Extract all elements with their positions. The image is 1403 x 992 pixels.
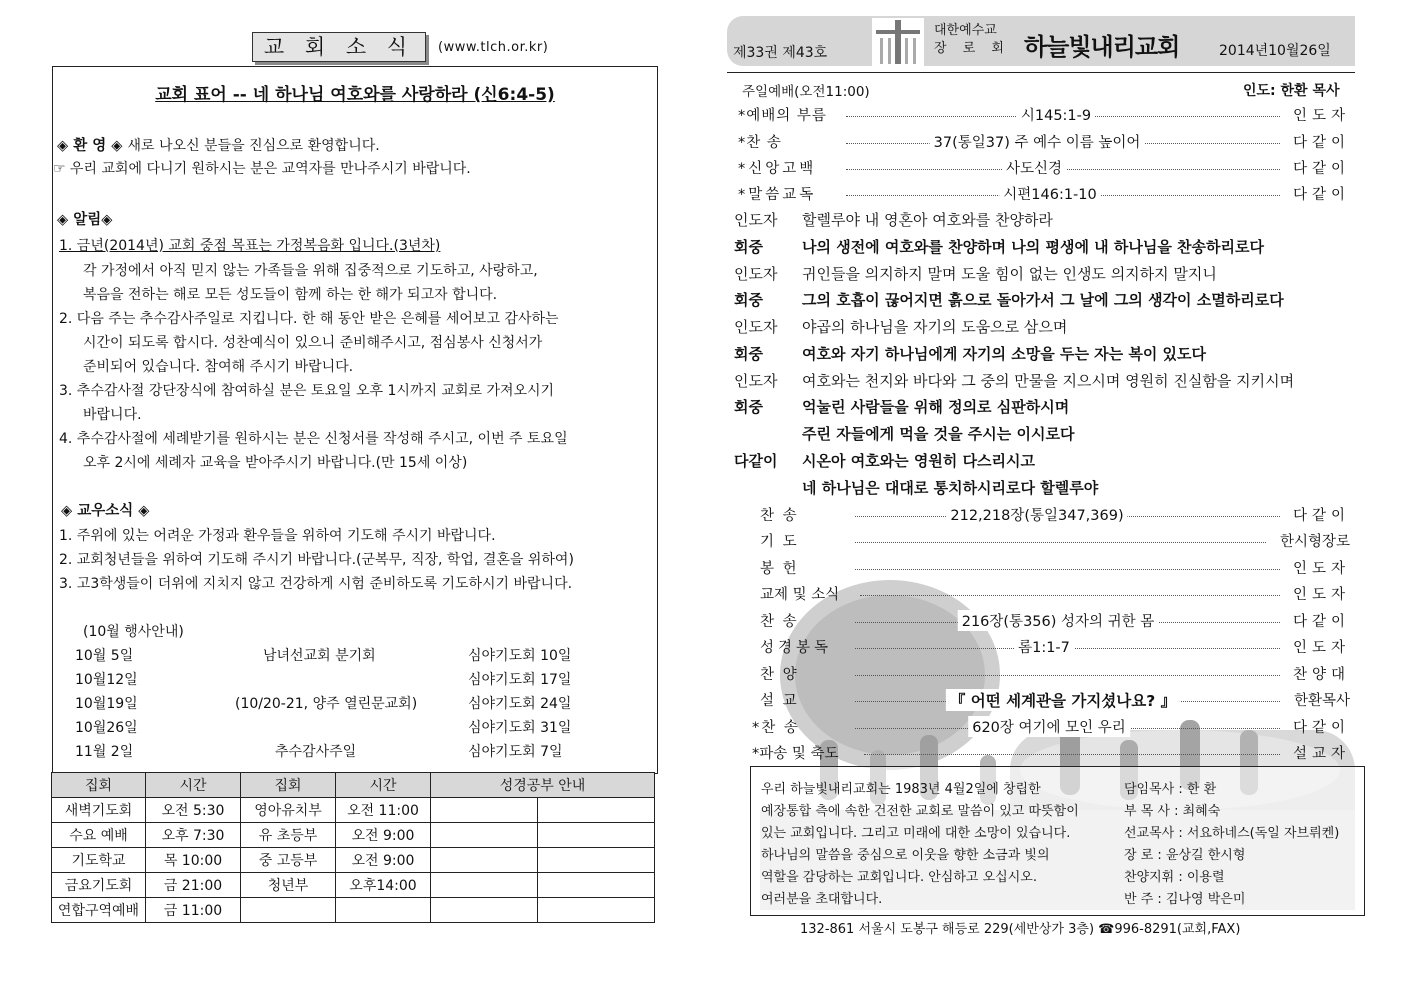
table-header: 시간 <box>336 773 431 798</box>
event-name: 추수감사주일 <box>275 744 357 760</box>
intro-line: 있는 교회입니다. 그리고 미래에 대한 소망이 있습니다. <box>761 826 1071 841</box>
responsive-text: 여호와는 천지와 바다와 그 중의 만물을 지으시며 영원히 진실함을 지키시며 <box>802 372 1295 390</box>
order-role: 한시형장로 <box>1279 534 1350 550</box>
responsive-speaker: 다같이 <box>734 452 778 470</box>
order-item <box>752 716 1350 738</box>
notice-line: 2. 다음 주는 추수감사주일로 지킵니다. 한 해 동안 받은 은혜를 세어보고 감사하는 <box>59 311 559 327</box>
event-row <box>75 693 595 715</box>
responsive-text: 야곱의 하나님을 자기의 도움으로 삼으며 <box>802 318 1068 336</box>
order-role: 인도자 <box>1292 561 1350 577</box>
staff-line: 선교목사 : 서요하네스(독일 자브뤼켄) <box>1124 826 1340 841</box>
order-role: 다같이 <box>1292 135 1350 151</box>
notice-line: 시간이 되도록 합시다. 성찬예식이 있으니 준비해주시고, 점심봉사 신청서가 <box>83 335 543 351</box>
responsive-text: 네 하나님은 대대로 통치하시리로다 할렐루야 <box>802 479 1099 497</box>
table-cell: 유 초등부 <box>241 823 336 848</box>
order-item <box>760 530 1350 552</box>
table-cell: 오전 9:00 <box>336 848 431 873</box>
table-header: 집회 <box>241 773 336 798</box>
table-cell: 오후 7:30 <box>146 823 241 848</box>
dotted-leader <box>864 754 1280 755</box>
responsive-speaker: 회중 <box>734 238 763 256</box>
order-role: 찬양대 <box>1292 667 1350 683</box>
welcome-title: ◈ 환 영 ◈ <box>57 138 123 154</box>
event-date: 11월 2일 <box>75 744 134 760</box>
intro-line: 역할을 감당하는 교회입니다. 안심하고 오십시오. <box>761 870 1037 885</box>
responsive-line <box>734 423 1354 447</box>
bible-study-cell <box>538 823 655 848</box>
order-item <box>738 183 1350 205</box>
responsive-speaker: 인도자 <box>734 211 778 229</box>
table-cell: 목 10:00 <box>146 848 241 873</box>
event-date: 10월26일 <box>75 720 138 736</box>
staff-line: 반 주 : 김나영 박은미 <box>1124 892 1246 907</box>
event-row <box>75 741 595 763</box>
event-prayer: 심야기도회 10일 <box>468 648 572 664</box>
table-row <box>52 798 655 823</box>
responsive-speaker: 회중 <box>734 291 763 309</box>
event-row <box>75 717 595 739</box>
event-row <box>75 669 595 691</box>
table-cell: 금 11:00 <box>146 898 241 923</box>
table-header: 성경공부 안내 <box>431 773 655 798</box>
news-title: 교 회 소 식 <box>252 32 426 62</box>
order-item-text: 216장(통356) 성자의 귀한 몸 <box>958 610 1159 631</box>
table-cell: 오전 11:00 <box>336 798 431 823</box>
order-role: 다같이 <box>1292 187 1350 203</box>
order-role: 인도자 <box>1292 108 1350 124</box>
table-header: 집회 <box>52 773 146 798</box>
order-item <box>760 636 1350 658</box>
intro-line: 여러분을 초대합니다. <box>761 892 883 907</box>
table-cell: 오전 5:30 <box>146 798 241 823</box>
bible-study-cell <box>538 848 655 873</box>
order-label: 봉 헌 <box>760 561 799 577</box>
news-box <box>52 66 658 774</box>
event-prayer: 심야기도회 17일 <box>468 672 572 688</box>
order-item-text: 롬1:1-7 <box>1014 636 1074 657</box>
table-row <box>52 823 655 848</box>
notice-line: 3. 추수감사절 강단장식에 참여하실 분은 토요일 오후 1시까지 교회로 가져오시기 <box>59 383 555 399</box>
order-role: 설교자 <box>1292 746 1350 762</box>
notice-line: 오후 2시에 세례자 교육을 받아주시기 바랍니다.(만 15세 이상) <box>83 455 468 471</box>
notice-line: 준비되어 있습니다. 참여해 주시기 바랍니다. <box>83 359 354 375</box>
table-row <box>52 848 655 873</box>
responsive-line <box>734 450 1354 474</box>
staff-news-title: ◈ 교우소식 ◈ <box>61 503 150 519</box>
responsive-text: 시온아 여호와는 영원히 다스리시고 <box>802 452 1036 470</box>
responsive-line <box>734 316 1354 340</box>
order-label: *찬 송 <box>752 720 800 736</box>
dotted-leader <box>860 595 1280 596</box>
staff-line: 찬양지휘 : 이용렬 <box>1124 870 1225 885</box>
bible-study-cell <box>538 898 655 923</box>
order-label: 설 교 <box>760 693 799 709</box>
table-cell: 중 고등부 <box>241 848 336 873</box>
bulletin-date: 2014년10월26일 <box>1219 43 1331 59</box>
notice-line: 바랍니다. <box>83 407 142 423</box>
welcome-text: 새로 나오신 분들을 진심으로 환영합니다. <box>127 138 380 154</box>
table-cell <box>241 898 336 923</box>
order-role: 다같이 <box>1292 614 1350 630</box>
responsive-text: 나의 생전에 여호와를 찬양하며 나의 평생에 내 하나님을 찬송하리로다 <box>802 238 1264 256</box>
event-prayer: 심야기도회 31일 <box>468 720 572 736</box>
events-title: (10월 행사안내) <box>83 624 184 640</box>
bible-study-cell <box>431 848 538 873</box>
table-cell: 오후14:00 <box>336 873 431 898</box>
order-role: 다같이 <box>1292 720 1350 736</box>
responsive-speaker: 인도자 <box>734 372 778 390</box>
table-cell: 청년부 <box>241 873 336 898</box>
church-motto: 교회 표어 -- 네 하나님 여호와를 사랑하라 (신6:4-5) <box>155 85 555 105</box>
header-divider <box>727 72 1355 73</box>
table-cell: 연합구역예배 <box>52 898 146 923</box>
order-item <box>760 583 1350 605</box>
notice-line: 복음을 전하는 해로 모든 성도들이 함께 하는 한 해가 되고자 합니다. <box>83 287 498 303</box>
responsive-text: 여호와 자기 하나님에게 자기의 소망을 두는 자는 복이 있도다 <box>802 345 1207 363</box>
order-item <box>760 610 1350 632</box>
responsive-line <box>734 209 1354 233</box>
event-date: 10월12일 <box>75 672 138 688</box>
staff-line: 담임목사 : 한 환 <box>1124 782 1217 797</box>
responsive-speaker: 회중 <box>734 345 763 363</box>
bible-study-cell <box>431 873 538 898</box>
order-label: 교제 및 소식 <box>760 587 840 603</box>
event-name: 남녀선교회 분기회 <box>263 648 376 664</box>
responsive-speaker: 회중 <box>734 398 763 416</box>
notice-line: 각 가정에서 아직 믿지 않는 가족들을 위해 집중적으로 기도하고, 사랑하고, <box>83 263 538 279</box>
bible-study-cell <box>431 798 538 823</box>
bulletin-header <box>727 16 1355 66</box>
intro-line: 하나님의 말씀을 중심으로 이웃을 향한 소금과 빛의 <box>761 848 1050 863</box>
order-item-text: 212,218장(통일347,369) <box>946 504 1127 525</box>
responsive-line <box>734 477 1354 501</box>
table-header-row <box>52 773 655 798</box>
order-role: 한환목사 <box>1293 693 1350 709</box>
order-item <box>760 689 1350 711</box>
order-item <box>760 557 1350 579</box>
responsive-text: 주린 자들에게 먹을 것을 주시는 이시로다 <box>802 425 1075 443</box>
church-info-box <box>750 766 1365 916</box>
table-cell: 새벽기도회 <box>52 798 146 823</box>
church-name: 하늘빛내리교회 <box>1024 33 1180 61</box>
order-item-text: 620장 여기에 모인 우리 <box>968 716 1130 737</box>
order-label: 찬 양 <box>760 667 799 683</box>
order-item <box>738 104 1350 126</box>
responsive-text: 귀인들을 의지하지 말며 도울 힘이 없는 인생도 의지하지 말지니 <box>802 265 1217 283</box>
notice-line: 4. 추수감사절에 세례받기를 원하시는 분은 신청서를 작성해 주시고, 이번 주 토요일 <box>59 431 568 447</box>
table-cell <box>336 898 431 923</box>
presider: 인도: 한환 목사 <box>1243 83 1340 99</box>
responsive-text: 그의 호흡이 끊어지면 흙으로 돌아가서 그 날에 그의 생각이 소멸하리로다 <box>802 291 1284 309</box>
staff-news-line: 3. 고3학생들이 더위에 지치지 않고 건강하게 시험 준비하도록 기도하시기 바랍니다. <box>59 576 573 592</box>
order-label: *파송 및 축도 <box>752 746 839 762</box>
event-row <box>75 645 595 667</box>
responsive-line <box>734 343 1354 367</box>
order-role: 다같이 <box>1292 508 1350 524</box>
responsive-line <box>734 396 1354 420</box>
order-label: 찬 송 <box>760 508 799 524</box>
table-row <box>52 873 655 898</box>
order-item-text: 시편146:1-10 <box>999 183 1100 204</box>
staff-line: 장 로 : 윤상길 한시형 <box>1124 848 1246 863</box>
order-label: *말씀교독 <box>738 187 817 203</box>
responsive-line <box>734 263 1354 287</box>
dotted-leader <box>855 569 1280 570</box>
table-header: 시간 <box>146 773 241 798</box>
table-cell: 기도학교 <box>52 848 146 873</box>
responsive-text: 억눌린 사람들을 위해 정의로 심판하시며 <box>802 398 1070 416</box>
notice-line: 1. 금년(2014년) 교회 중점 목표는 가정복음화 입니다.(3년차) <box>59 238 441 254</box>
order-item-text: 사도신경 <box>1002 157 1066 178</box>
dotted-leader <box>855 542 1266 543</box>
event-prayer: 심야기도회 7일 <box>468 744 563 760</box>
welcome-note: ☞ 우리 교회에 다니기 원하시는 분은 교역자를 만나주시기 바랍니다. <box>53 161 471 177</box>
order-item <box>760 504 1350 526</box>
intro-line: 예장통합 측에 속한 건전한 교회로 말씀이 있고 따뜻함이 <box>761 804 1079 819</box>
denomination: 대한예수교 장 로 회 <box>934 23 1010 56</box>
order-label: *찬 송 <box>738 135 782 151</box>
table-cell: 오전 9:00 <box>336 823 431 848</box>
volume-number: 제33권 제43호 <box>733 45 828 61</box>
intro-line: 우리 하늘빛내리교회는 1983년 4월2일에 창립한 <box>761 782 1041 797</box>
order-label: 기 도 <box>760 534 799 550</box>
bible-study-cell <box>538 873 655 898</box>
order-label: 찬 송 <box>760 614 799 630</box>
order-label: *신앙고백 <box>738 161 817 177</box>
order-item-text: 시145:1-9 <box>1017 104 1095 125</box>
welcome-section <box>57 134 380 155</box>
dotted-leader <box>855 675 1280 676</box>
staff-line: 부 목 사 : 최혜숙 <box>1124 804 1221 819</box>
order-role: 인도자 <box>1292 587 1350 603</box>
order-role: 다같이 <box>1292 161 1350 177</box>
sermon-title: 『 어떤 세계관을 가지셨나요? 』 <box>946 689 1180 711</box>
order-item <box>738 157 1350 179</box>
responsive-line <box>734 370 1354 394</box>
order-role: 인도자 <box>1292 640 1350 656</box>
responsive-speaker: 인도자 <box>734 265 778 283</box>
event-name: (10/20-21, 양주 열린문교회) <box>235 696 418 712</box>
table-row <box>52 898 655 923</box>
staff-news-line: 1. 주위에 있는 어려운 가정과 환우들을 위하여 기도해 주시기 바랍니다. <box>59 528 496 544</box>
order-item-text: 37(통일37) 주 예수 이름 높이어 <box>930 131 1145 152</box>
responsive-text: 할렐루야 내 영혼아 여호와를 찬양하라 <box>802 211 1053 229</box>
order-item <box>752 742 1350 764</box>
order-label: 성경봉독 <box>760 640 833 656</box>
bible-study-cell <box>431 898 538 923</box>
responsive-speaker: 인도자 <box>734 318 778 336</box>
notices-title: ◈ 알림◈ <box>57 212 113 228</box>
event-date: 10월19일 <box>75 696 138 712</box>
bible-study-cell <box>431 823 538 848</box>
table-cell: 수요 예배 <box>52 823 146 848</box>
table-cell: 영아유치부 <box>241 798 336 823</box>
staff-news-line: 2. 교회청년들을 위하여 기도해 주시기 바랍니다.(군복무, 직장, 학업, 결혼을 위하여) <box>59 552 574 568</box>
meeting-schedule-table <box>51 772 655 923</box>
church-address: 132-861 서울시 도봉구 해등로 229(세반상가 3층) ☎996-8291(교회,FAX) <box>800 922 1241 937</box>
event-prayer: 심야기도회 24일 <box>468 696 572 712</box>
church-logo-icon <box>872 18 924 66</box>
order-item <box>738 131 1350 153</box>
responsive-line <box>734 289 1354 313</box>
table-cell: 금요기도회 <box>52 873 146 898</box>
service-time: 주일예배(오전11:00) <box>742 84 870 100</box>
event-date: 10월 5일 <box>75 648 134 664</box>
responsive-line <box>734 236 1354 260</box>
table-cell: 금 21:00 <box>146 873 241 898</box>
order-label: *예배의 부름 <box>738 108 827 124</box>
church-website-link[interactable]: (www.tlch.or.kr) <box>438 40 549 55</box>
bible-study-cell <box>538 798 655 823</box>
order-item <box>760 663 1350 685</box>
